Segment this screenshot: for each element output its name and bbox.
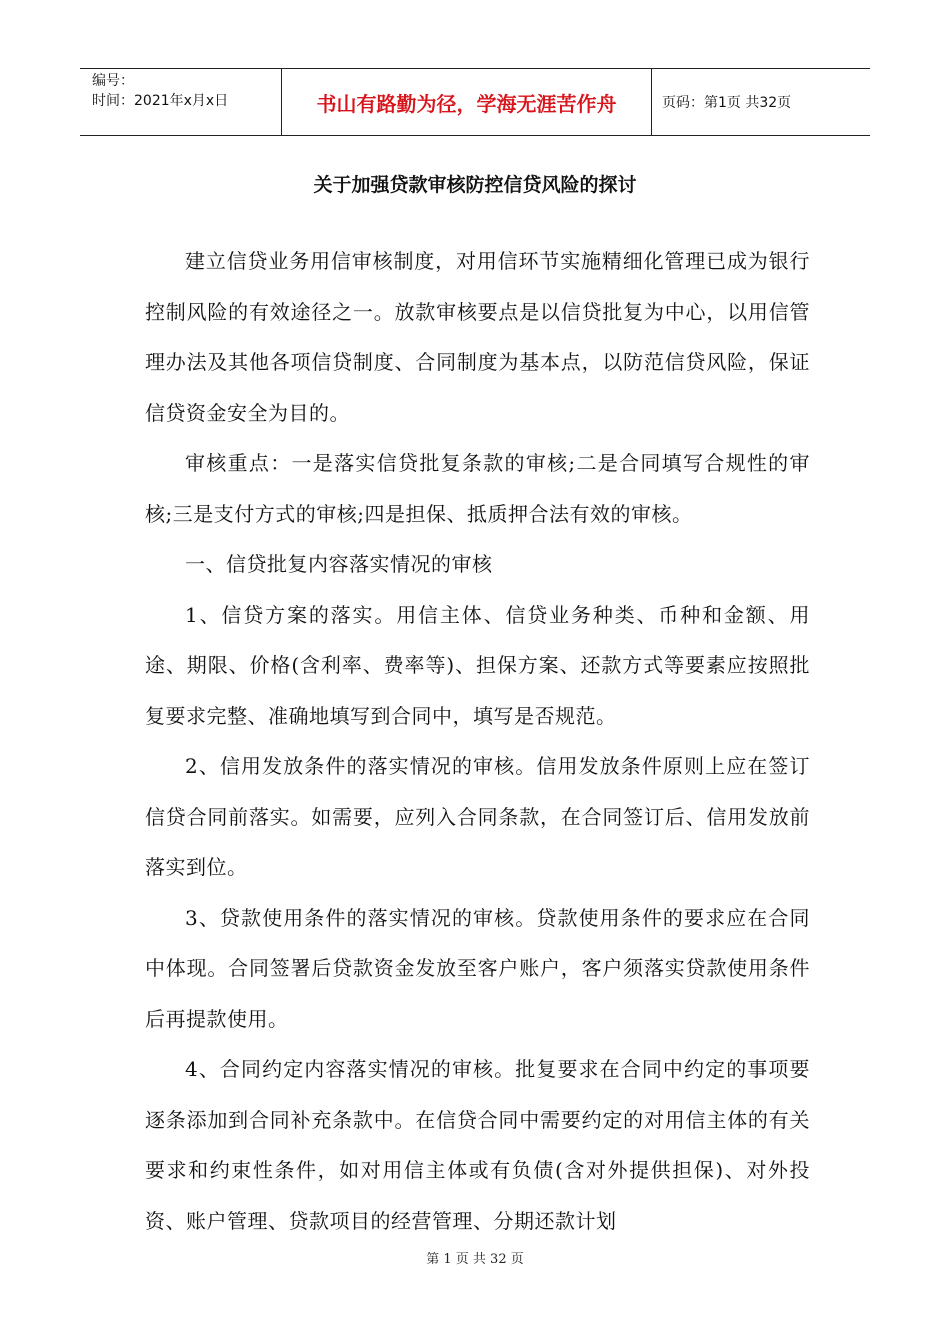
date-label: 时间：2021年x月x日 xyxy=(92,93,229,109)
page-header xyxy=(80,68,870,136)
paragraph: 3、贷款使用条件的落实情况的审核。贷款使用条件的要求应在合同中体现。合同签署后贷款资金发放至客户账户，客户须落实贷款使用条件后再提款使用。 xyxy=(145,905,810,1031)
header-left-cell xyxy=(80,69,282,135)
header-page-info: 页码：第1页 共32页 xyxy=(662,95,792,111)
paragraph: 审核重点：一是落实信贷批复条款的审核;二是合同填写合规性的审核;三是支付方式的审核;四是担保、抵质押合法有效的审核。 xyxy=(145,451,810,526)
number-label: 编号： xyxy=(92,73,134,89)
paragraph: 2、信用发放条件的落实情况的审核。信用发放条件原则上应在签订信贷合同前落实。如需要，应列入合同条款，在合同签订后、信用发放前落实到位。 xyxy=(145,754,810,879)
section-heading: 一、信贷批复内容落实情况的审核 xyxy=(185,552,493,576)
paragraph: 建立信贷业务用信审核制度，对用信环节实施精细化管理已成为银行控制风险的有效途径之一。放款审核要点是以信贷批复为中心，以用信管理办法及其他各项信贷制度、合同制度为基本点，以防范信贷风险，保证信贷资金安全为目的。 xyxy=(145,249,810,425)
header-motto: 书山有路勤为径，学海无涯苦作舟 xyxy=(282,69,652,135)
document-body xyxy=(145,236,810,1246)
paragraph: 1、信贷方案的落实。用信主体、信贷业务种类、币种和金额、用途、期限、价格(含利率、费率等)、担保方案、还款方式等要素应按照批复要求完整、准确地填写到合同中，填写是否规范。 xyxy=(145,602,810,728)
document-title: 关于加强贷款审核防控信贷风险的探讨 xyxy=(313,174,637,196)
paragraph: 4、合同约定内容落实情况的审核。批复要求在合同中约定的事项要逐条添加到合同补充条款中。在信贷合同中需要约定的对用信主体的有关要求和约束性条件，如对用信主体或有负债(含对外提供担保)、对外投资、账户管理、贷款项目的经营管理、分期还款计划 xyxy=(145,1057,810,1233)
page-footer: 第 1 页 共 32 页 xyxy=(426,1252,524,1267)
